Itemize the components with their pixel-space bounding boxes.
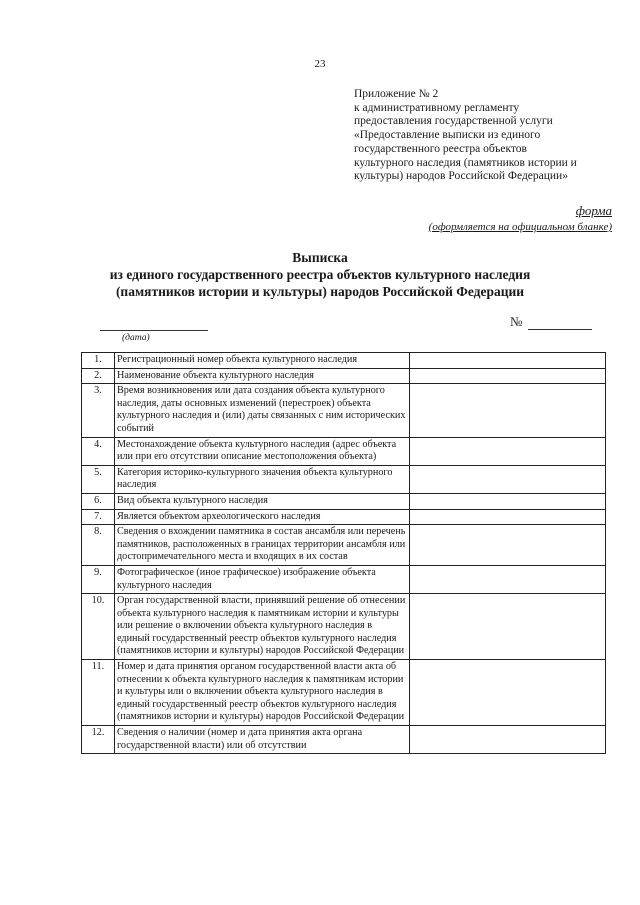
- appendix-header: [354, 88, 614, 184]
- appendix-line: государственного реестра объектов: [354, 142, 527, 155]
- date-label: (дата): [122, 333, 150, 343]
- form-label: форма: [575, 203, 612, 218]
- row-label: Номер и дата принятия органом государственной власти акта об отнесении к объекта культурного наследия к памятникам истории и культуры или о включении объекта культурного наследия в единый государственный реестр объектов культурного наследия (памятников истории и культуры) народов Российской Федерации: [115, 660, 410, 726]
- row-value-cell[interactable]: [410, 353, 606, 369]
- number-field: [510, 314, 592, 330]
- appendix-line: культуры) народов Российской Федерации»: [354, 170, 568, 183]
- row-number: 8.: [82, 525, 115, 566]
- row-label: Является объектом археологического наследия: [115, 509, 410, 525]
- table-row: [82, 726, 606, 754]
- row-value-cell[interactable]: [410, 565, 606, 593]
- number-input-line[interactable]: [528, 317, 592, 330]
- row-value-cell[interactable]: [410, 509, 606, 525]
- table-row: [82, 384, 606, 437]
- appendix-line: «Предоставление выписки из единого: [354, 129, 541, 142]
- title-line: (памятников истории и культуры) народов Российской Федерации: [115, 284, 525, 299]
- row-value-cell[interactable]: [410, 493, 606, 509]
- row-label: Фотографическое (иное графическое) изображение объекта культурного наследия: [115, 565, 410, 593]
- row-value-cell[interactable]: [410, 437, 606, 465]
- row-label: Категория историко-культурного значения объекта культурного наследия: [115, 465, 410, 493]
- registry-table: [81, 352, 606, 754]
- row-value-cell[interactable]: [410, 525, 606, 566]
- title-line: Выписка: [292, 250, 348, 265]
- table-row: [82, 509, 606, 525]
- row-label: Вид объекта культурного наследия: [115, 493, 410, 509]
- row-number: 3.: [82, 384, 115, 437]
- row-value-cell[interactable]: [410, 384, 606, 437]
- appendix-line: к административному регламенту: [354, 101, 520, 114]
- number-label: №: [510, 314, 523, 329]
- row-label: Наименование объекта культурного наследия: [115, 368, 410, 384]
- table-row: [82, 660, 606, 726]
- appendix-line: предоставления государственной услуги: [354, 115, 553, 128]
- table-row: [82, 525, 606, 566]
- row-number: 2.: [82, 368, 115, 384]
- row-value-cell[interactable]: [410, 594, 606, 660]
- row-number: 12.: [82, 726, 115, 754]
- row-value-cell[interactable]: [410, 368, 606, 384]
- row-label: Местонахождение объекта культурного наследия (адрес объекта или при его отсутствии описание местоположения объекта): [115, 437, 410, 465]
- row-value-cell[interactable]: [410, 465, 606, 493]
- appendix-line: культурного наследия (памятников истории и: [354, 156, 577, 169]
- row-number: 4.: [82, 437, 115, 465]
- date-field[interactable]: [100, 316, 208, 331]
- row-number: 9.: [82, 565, 115, 593]
- appendix-line: Приложение № 2: [354, 88, 439, 100]
- form-note: (оформляется на официальном бланке): [428, 221, 612, 233]
- row-label: Сведения о наличии (номер и дата принятия акта органа государственной власти) или об отсутствии: [115, 726, 410, 754]
- row-value-cell[interactable]: [410, 726, 606, 754]
- table-row: [82, 565, 606, 593]
- table-row: [82, 493, 606, 509]
- row-number: 10.: [82, 594, 115, 660]
- table-row: [82, 465, 606, 493]
- row-number: 7.: [82, 509, 115, 525]
- row-label: Орган государственной власти, принявший решение об отнесении объекта культурного наследия к памятникам истории и культуры или решение о включении объекта культурного наследия в единый государственный реестр объектов культурного наследия (памятников истории и культуры) народов Российской Федерации: [115, 594, 410, 660]
- table-row: [82, 594, 606, 660]
- page-number: 23: [314, 58, 326, 70]
- row-number: 11.: [82, 660, 115, 726]
- row-number: 5.: [82, 465, 115, 493]
- row-label: Регистрационный номер объекта культурного наследия: [115, 353, 410, 369]
- row-number: 1.: [82, 353, 115, 369]
- table-row: [82, 353, 606, 369]
- table-row: [82, 437, 606, 465]
- document-title: [0, 249, 640, 300]
- table-row: [82, 368, 606, 384]
- row-label: Время возникновения или дата создания объекта культурного наследия, даты основных изменений (перестроек) объекта культурного наследия и (или) даты связанных с ним исторических событий: [115, 384, 410, 437]
- row-number: 6.: [82, 493, 115, 509]
- row-value-cell[interactable]: [410, 660, 606, 726]
- title-line: из единого государственного реестра объектов культурного наследия: [109, 267, 531, 282]
- row-label: Сведения о вхождении памятника в состав ансамбля или перечень памятников, расположенных в границах территории ансамбля или достопримечательного места и входящих в их состав: [115, 525, 410, 566]
